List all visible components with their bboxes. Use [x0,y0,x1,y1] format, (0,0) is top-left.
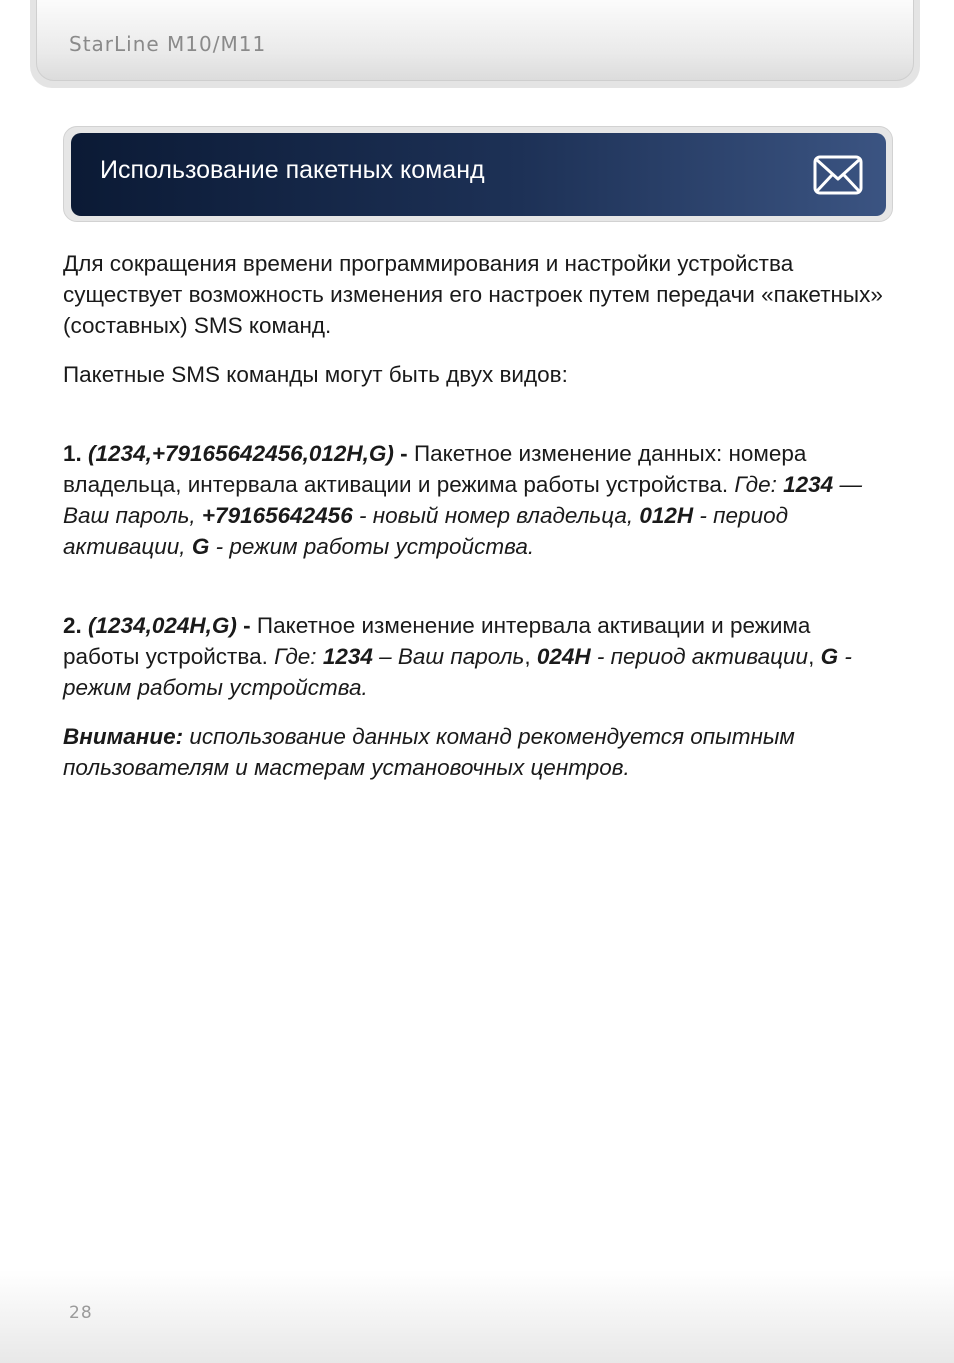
command-description: Пакетное изменение данных: номера владельца, интервала активации и режима работы устройства. [63,441,807,497]
param-value: 024H [536,644,591,669]
dash: - [400,441,408,466]
param-value: 012H [639,503,694,528]
where-label: Где: [274,644,317,669]
command-item-1 [63,438,893,562]
item-number: 2. [63,613,82,638]
page-number: 28 [69,1303,93,1323]
types-text: Пакетные SMS команды могут быть двух видов: [63,362,568,387]
intro-text: Для сокращения времени программирования и настройки устройства существует возможность изменения его настроек путем передачи «пакетных» (составных) SMS команд. [63,251,883,338]
section-title: Использование пакетных команд [100,156,485,184]
param-description: - режим работы устройства. [63,644,852,700]
warning-text: использование данных команд рекомендуется опытным пользователям и мастерам установочных центров. [63,724,795,780]
dash: - [243,613,251,638]
types-paragraph [63,359,893,390]
warning-label: Внимание: [63,724,184,749]
footer [0,1270,954,1363]
param-value: G [820,644,839,669]
where-label: Где: [734,472,777,497]
intro-paragraph [63,248,893,341]
param-description: – Ваш пароль [379,644,525,669]
warning-note [63,721,893,783]
command-description: Пакетное изменение интервала активации и режима работы устройства. [63,613,811,669]
param-description: - режим работы устройства. [215,534,535,559]
command-code: (1234,024H,G) [88,613,237,638]
param-description: — Ваш пароль, [63,472,862,528]
param-description: - новый номер владельца, [358,503,634,528]
param-description: - период активации, [63,503,789,559]
param-value: G [191,534,210,559]
param-value: +79165642456 [201,503,353,528]
command-item-2: 2. (1234,024H,G) - Пакетное изменение интервала активации и режима работы устройства. Где: 1234 – Ваш пароль, 024H - период активации, G - режим работы устройства. [63,613,852,700]
envelope-icon [813,155,863,195]
param-value: 1234 [322,644,373,669]
document-title: StarLine M10/M11 [69,32,267,56]
command-code: (1234,+79165642456,012H,G) [88,441,394,466]
param-value: 1234 [783,472,834,497]
param-description: - период активации [596,644,809,669]
item-number: 1. [63,441,82,466]
